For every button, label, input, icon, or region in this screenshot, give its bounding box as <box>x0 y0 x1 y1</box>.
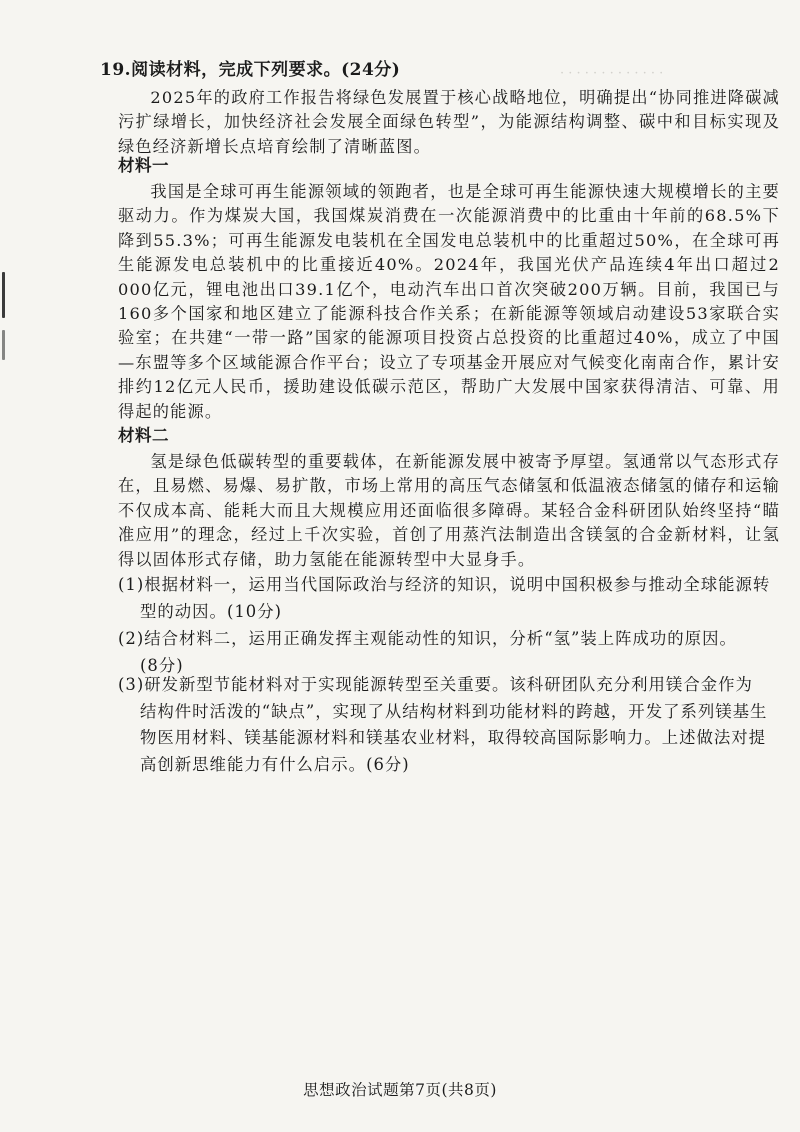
page-footer: 思想政治试题第7页(共8页) <box>303 1081 497 1099</box>
intro-paragraph: 2025年的政府工作报告将绿色发展置于核心战略地位，明确提出“协同推进降碳减污扩绿增长，加快经济社会发展全面绿色转型”，为能源结构调整、碳中和目标实现及绿色经济新增长点培育绘制了清晰蓝图。 <box>118 88 780 156</box>
subquestion-text-cont: 型的动因。(10分) <box>140 601 282 621</box>
staple-mark <box>2 272 5 318</box>
subquestion-text-cont: (8分) <box>140 655 184 675</box>
material1-text: 我国是全球可再生能源领域的领跑者，也是全球可再生能源快速大规模增长的主要驱动力。作为煤炭大国，我国煤炭消费在一次能源消费中的比重由十年前的68.5%下降到55.3%；可再生能源发电装机在全国发电总装机中的比重超过50%，在全球可再生能源发电总装机中的比重接近40%。2024年，我国光伏产品连续4年出口超过2 000亿元，锂电池出口39.1亿个，电动汽车出口首次突破200万辆。目前，我国已与160多个国家和地区建立了能源科技合作关系；在新能源等领域启动建设53家联合实验室；在共建“一带一路”国家的能源项目投资占总投资的比重超过40%，成立了中国—东盟等多个区域能源合作平台；设立了专项基金开展应对气候变化南南合作，累计安排约12亿元人民币，援助建设低碳示范区，帮助广大发展中国家获得清洁、可靠、用得起的能源。 <box>118 182 780 421</box>
question-title: 19.阅读材料，完成下列要求。(24分) <box>100 60 401 80</box>
material2-heading: 材料二 <box>118 426 169 445</box>
subquestion-text: 研发新型节能材料对于实现能源转型至关重要。该科研团队充分利用镁合金作为 <box>144 675 753 694</box>
subquestion-number: (2) <box>118 629 145 648</box>
material2-text: 氢是绿色低碳转型的重要载体，在新能源发展中被寄予厚望。氢通常以气态形式存在，且易燃、易爆、易扩散，市场上常用的高压气态储氢和低温液态储氢的储存和运输不仅成本高、能耗大而且大规模应用还面临很多障碍。某轻合金科研团队始终坚持“瞄准应用”的理念，经过上千次实验，首创了用蒸汽法制造出含镁氢的合金新材料，让氢得以固体形式存储，助力氢能在能源转型中大显身手。 <box>118 452 780 569</box>
subquestion-1 <box>118 572 780 625</box>
bleed-through-text: · · · · · · · · · · · · · <box>560 66 664 81</box>
subquestion-text-cont: 结构件时活泼的“缺点”，实现了从结构材料到功能材料的跨越，开发了系列镁基生物医用材料、镁基能源材料和镁基农业材料，取得较高国际影响力。上述做法对提高创新思维能力有什么启示。(6分) <box>140 701 768 774</box>
material1-heading: 材料一 <box>118 156 169 175</box>
subquestion-number: (3) <box>118 675 145 694</box>
staple-mark <box>2 330 5 360</box>
subquestion-3 <box>118 672 780 778</box>
subquestion-text: 结合材料二，运用正确发挥主观能动性的知识，分析“氢”装上阵成功的原因。 <box>144 629 737 648</box>
subquestion-text: 根据材料一，运用当代国际政治与经济的知识，说明中国积极参与推动全球能源转 <box>144 575 771 594</box>
subquestion-number: (1) <box>118 575 145 594</box>
